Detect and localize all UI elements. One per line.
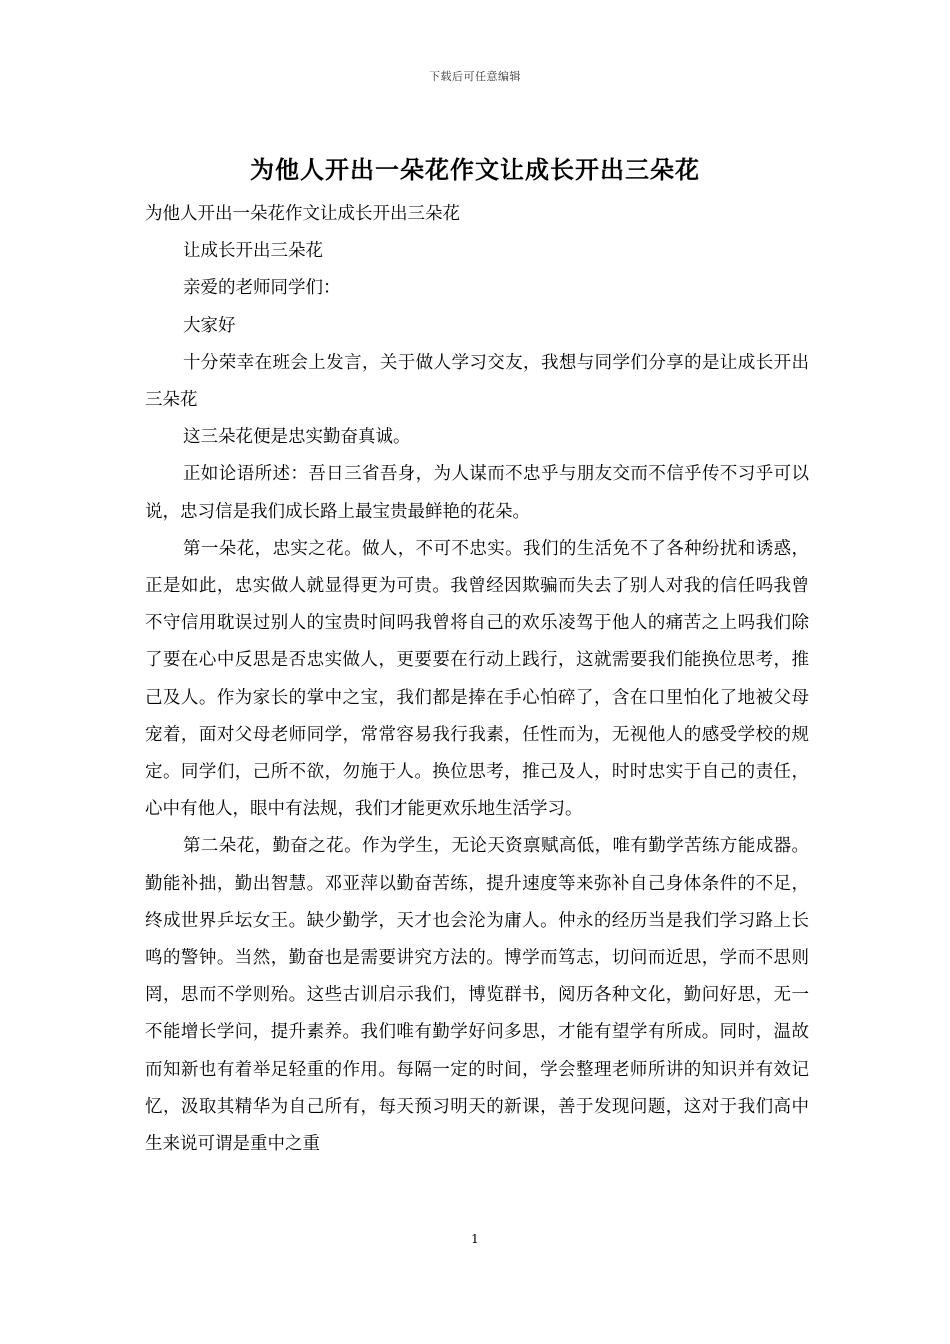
- paragraph-greeting: 大家好: [183, 315, 236, 336]
- paragraph-salutation: 亲爱的老师同学们：: [183, 278, 341, 299]
- paragraph-analects: 正如论语所述：吾日三省吾身，为人谋而不忠乎与朋友交而不信乎传不习乎可以说，忠习信是我们成长路上最宝贵最鲜艳的花朵。: [145, 464, 809, 522]
- header-note: 下载后可任意编辑: [429, 70, 521, 83]
- paragraph-intro: 十分荣幸在班会上发言，关于做人学习交友，我想与同学们分享的是让成长开出三朵花: [145, 352, 809, 411]
- paragraph-second-flower: 第二朵花，勤奋之花。作为学生，无论天资禀赋高低，唯有勤学苦练方能成器。勤能补拙，勤出智慧。邓亚萍以勤奋苦练，提升速度等来弥补自己身体条件的不足，终成世界乒坛女王。缺少勤学，天才也会沦为庸人。仲永的经历当是我们学习路上长鸣的警钟。当然，勤奋也是需要讲究方法的。博学而笃志，切问而近思，学而不思则罔，思而不学则殆。这些古训启示我们，博览群书，阅历各种文化，勤问好思，无一不能增长学问，提升素养。我们唯有勤学好问多思，才能有望学有所成。同时，温故而知新也有着举足轻重的作用。每隔一定的时间，学会整理老师所讲的知识并有效记忆，汲取其精华为自己所有，每天预习明天的新课，善于发现问题，这对于我们高中生来说可谓是重中之重: [145, 836, 809, 1155]
- document-title: 为他人开出一朵花作文让成长开出三朵花: [250, 155, 700, 184]
- paragraph-first-flower: 第一朵花，忠实之花。做人，不可不忠实。我们的生活免不了各种纷扰和诱惑，正是如此，忠实做人就显得更为可贵。我曾经因欺骗而失去了别人对我的信任吗我曾不守信用耽误过别人的宝贵时间吗我曾将自己的欢乐凌驾于他人的痛苦之上吗我们除了要在心中反思是否忠实做人，更要要在行动上践行，这就需要我们能换位思考，推己及人。作为家长的掌中之宝，我们都是捧在手心怕碎了，含在口里怕化了地被父母宠着，面对父母老师同学，常常容易我行我素，任性而为，无视他人的感受学校的规定。同学们，己所不欲，勿施于人。换位思考，推己及人，时时忠实于自己的责任，心中有他人，眼中有法规，我们才能更欢乐地生活学习。: [145, 538, 809, 820]
- paragraph-three-flowers: 这三朵花便是忠实勤奋真诚。: [183, 427, 411, 448]
- document-body: [145, 196, 809, 1163]
- paragraph-subtitle: 为他人开出一朵花作文让成长开出三朵花: [145, 204, 460, 224]
- page-number: 1: [471, 1232, 479, 1246]
- paragraph-heading: 让成长开出三朵花: [183, 241, 323, 262]
